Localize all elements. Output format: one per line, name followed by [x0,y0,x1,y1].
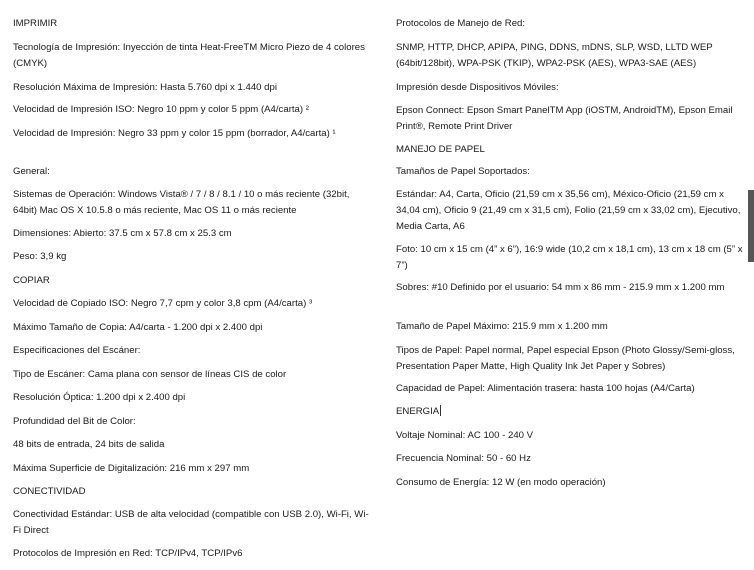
heading-general: General: [13,166,50,177]
spec-protocolos-lista: SNMP, HTTP, DHCP, APIPA, PING, DDNS, mDNS, SLP, WSD, LLTD WEP (64bit/128bit), WPA-PSK (TKIP), WPA2-PSK (AES), WPA3-SAE (AES) [396,42,713,69]
heading-moviles: Impresión desde Dispositivos Móviles: [396,82,559,93]
heading-bit-color: Profundidad del Bit de Color: [13,416,136,427]
heading-copiar: COPIAR [13,275,50,286]
heading-manejo-papel: MANEJO DE PAPEL [396,144,485,155]
heading-imprimir: IMPRIMIR [13,18,58,29]
spec-velocidad-copiado: Velocidad de Copiado ISO: Negro 7,7 cpm y color 3,8 cpm (A4/carta) ³ [13,298,313,309]
spec-tamano-maximo: Tamaño de Papel Máximo: 215.9 mm x 1.200 mm [396,321,608,332]
spec-foto: Foto: 10 cm x 15 cm (4” x 6”), 16:9 wide (10,2 cm x 18,1 cm), 13 cm x 18 cm (5” x 7”) [396,244,743,271]
heading-escaner: Especificaciones del Escáner: [13,345,141,356]
spec-protocolos-impresion: Protocolos de Impresión en Red: TCP/IPv4, TCP/IPv6 [13,548,243,559]
spec-velocidad-borrador: Velocidad de Impresión: Negro 33 ppm y color 15 ppm (borrador, A4/carta) ¹ [13,128,336,139]
spec-tamano-copia: Máximo Tamaño de Copia: A4/carta - 1.200 dpi x 2.400 dpi [13,322,263,333]
text-cursor [440,405,441,416]
heading-protocolos-red: Protocolos de Manejo de Red: [396,18,526,29]
spec-dimensiones: Dimensiones: Abierto: 37.5 cm x 57.8 cm x 25.3 cm [13,228,232,239]
spec-estandar: Estándar: A4, Carta, Oficio (21,59 cm x 35,56 cm), México-Oficio (21,59 cm x 34,04 cm), Oficio 9 (21,49 cm x 31,5 cm), Folio (21,59 cm x 33,02 cm), Ejecutivo, Media Carta, A6 [396,189,741,232]
spec-tecnologia: Tecnología de Impresión: Inyección de tinta Heat-FreeTM Micro Piezo de 4 colores (CMYK) [13,42,365,69]
spec-tipos-papel: Tipos de Papel: Papel normal, Papel especial Epson (Photo Glossy/Semi-gloss, Presentation Paper Matte, High Quality Ink Jet Paper y Sobres) [396,345,735,372]
heading-energia[interactable] [396,404,748,420]
spec-bits: 48 bits de entrada, 24 bits de salida [13,439,165,450]
spec-velocidad-iso: Velocidad de Impresión ISO: Negro 10 ppm y color 5 ppm (A4/carta) ² [13,104,309,115]
spec-conectividad-estandar: Conectividad Estándar: USB de alta velocidad (compatible con USB 2.0), Wi-Fi, Wi-Fi Direct [13,509,369,536]
heading-tamanos-papel: Tamaños de Papel Soportados: [396,166,530,177]
spec-tipo-escaner: Tipo de Escáner: Cama plana con sensor de líneas CIS de color [13,369,287,380]
spec-resolucion-optica: Resolución Óptica: 1.200 dpi x 2.400 dpi [13,392,186,403]
spec-frecuencia: Frecuencia Nominal: 50 - 60 Hz [396,453,531,464]
spec-voltaje: Voltaje Nominal: AC 100 - 240 V [396,430,534,441]
spec-resolucion-impresion: Resolución Máxima de Impresión: Hasta 5.760 dpi x 1.440 dpi [13,82,277,93]
spec-sobres: Sobres: #10 Definido por el usuario: 54 mm x 86 mm - 215.9 mm x 1.200 mm [396,282,725,293]
spec-consumo: Consumo de Energía: 12 W (en modo operación) [396,477,606,488]
heading-conectividad: CONECTIVIDAD [13,486,86,497]
spec-capacidad-papel: Capacidad de Papel: Alimentación trasera: hasta 100 hojas (A4/Carta) [396,383,695,394]
heading-energia-text: ENERGIA [396,406,440,417]
spec-superficie-digitalizacion: Máxima Superficie de Digitalización: 216 mm x 297 mm [13,463,250,474]
scrollbar-thumb[interactable] [748,190,754,262]
spec-sistemas-operacion: Sistemas de Operación: Windows Vista® / 7 / 8 / 8.1 / 10 o más reciente (32bit, 64bit) Mac OS X 10.5.8 o más reciente, Mac OS 11 o más reciente [13,189,350,216]
spec-epson-connect: Epson Connect: Epson Smart PanelTM App (iOSTM, AndroidTM), Epson Email Print®, Remote Print Driver [396,105,733,132]
spec-peso: Peso: 3,9 kg [13,251,67,262]
